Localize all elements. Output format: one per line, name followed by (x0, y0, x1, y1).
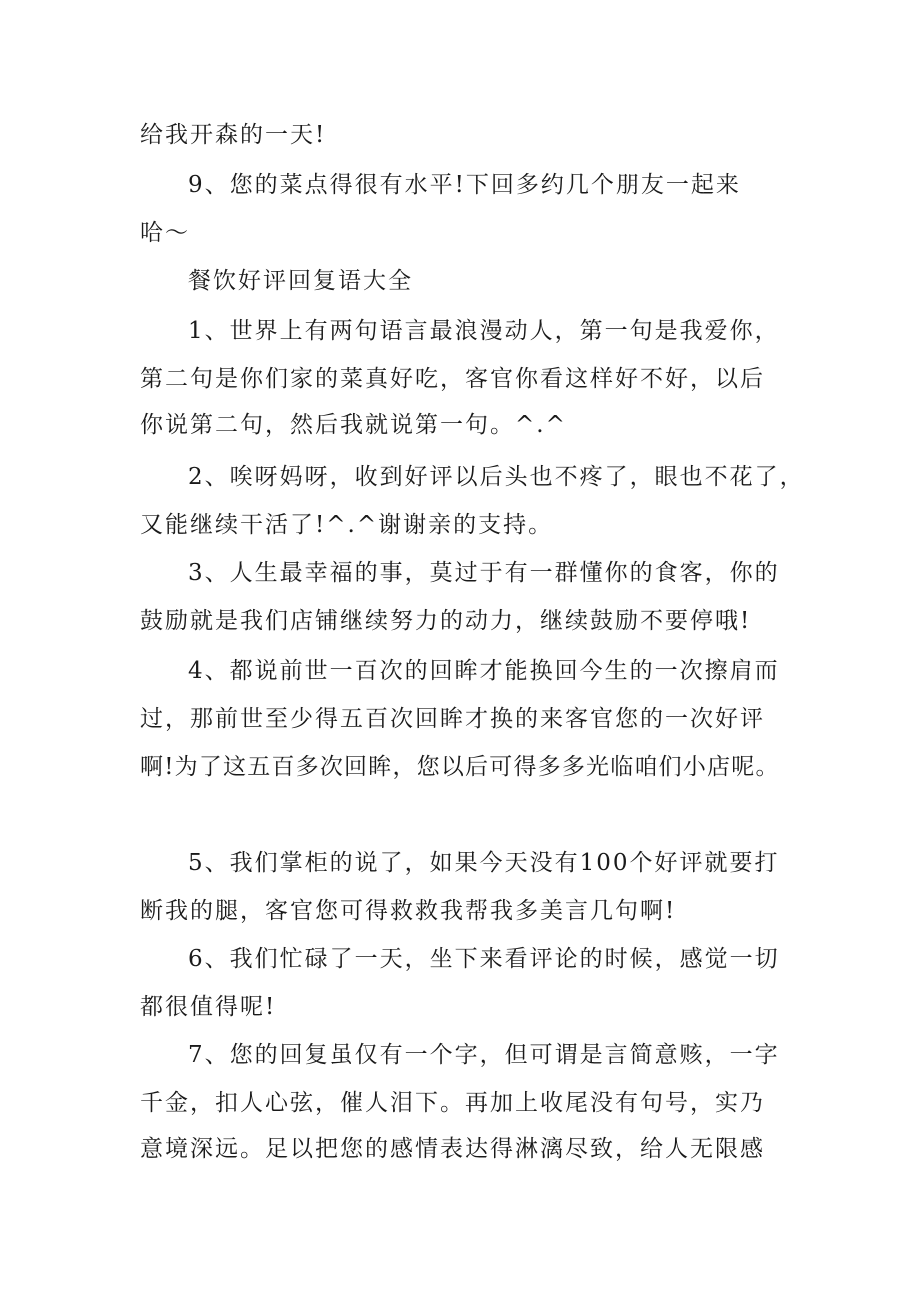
text-line: 5、我们掌柜的说了，如果今天没有100个好评就要打 (188, 850, 780, 876)
text-line: 1、世界上有两句语言最浪漫动人，第一句是我爱你， (188, 318, 780, 344)
text-line: 3、人生最幸福的事，莫过于有一群懂你的食客，你的 (188, 560, 780, 586)
text-line: 6、我们忙碌了一天，坐下来看评论的时候，感觉一切 (188, 946, 780, 972)
text-line: 哈～ (140, 220, 190, 246)
text-line: 2、唉呀妈呀，收到好评以后头也不疼了，眼也不花了， (188, 464, 805, 490)
text-line: 啊!为了这五百多次回眸，您以后可得多多光临咱们小店呢。 (140, 754, 780, 780)
text-line: 断我的腿，客官您可得救救我帮我多美言几句啊! (140, 898, 677, 924)
text-line: 你说第二句，然后我就说第一句。^.^ (140, 412, 567, 438)
text-line: 第二句是你们家的菜真好吃，客官你看这样好不好，以后 (140, 366, 765, 392)
section-heading: 餐饮好评回复语大全 (188, 268, 413, 294)
text-line: 7、您的回复虽仅有一个字，但可谓是言简意赅，一字 (188, 1042, 780, 1068)
text-line: 都很值得呢! (140, 994, 277, 1020)
text-line: 又能继续干活了!^.^谢谢亲的支持。 (140, 512, 554, 538)
text-line: 9、您的菜点得很有水平!下回多约几个朋友一起来 (188, 172, 741, 198)
text-line: 千金，扣人心弦，催人泪下。再加上收尾没有句号，实乃 (140, 1090, 765, 1116)
text-line: 鼓励就是我们店铺继续努力的动力，继续鼓励不要停哦! (140, 608, 752, 634)
text-line: 给我开森的一天! (140, 122, 327, 148)
text-line: 4、都说前世一百次的回眸才能换回今生的一次擦肩而 (188, 658, 780, 684)
text-line: 意境深远。足以把您的感情表达得淋漓尽致，给人无限感 (140, 1136, 765, 1162)
text-line: 过，那前世至少得五百次回眸才换的来客官您的一次好评 (140, 706, 765, 732)
